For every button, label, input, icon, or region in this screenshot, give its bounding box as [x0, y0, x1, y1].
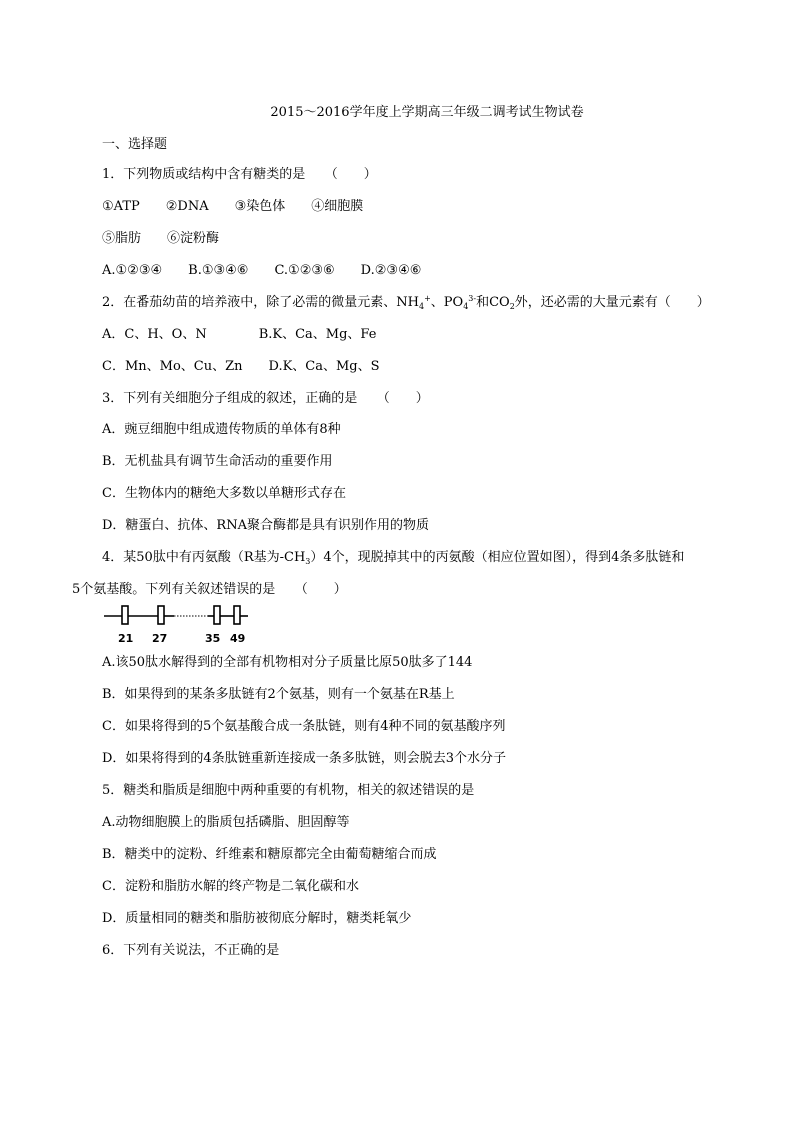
- q2-stem-part-a: 2．在番茄幼苗的培养液中，除了必需的微量元素、NH: [102, 295, 419, 310]
- q1-items-line2: ⑤脂肪 ⑥淀粉酶: [102, 231, 220, 246]
- q2-nh-superscript: +: [424, 294, 431, 303]
- position-label-21: 21: [118, 632, 134, 645]
- q2-po-superscript: 3-: [468, 294, 477, 303]
- alanine-box-35: [214, 606, 220, 624]
- section-heading: 一、选择题: [102, 137, 168, 152]
- alanine-box-27: [158, 606, 164, 624]
- q4-stem-line2: 5个氨基酸。下列有关叙述错误的是 （ ）: [72, 582, 347, 597]
- q5-option-d: D．质量相同的糖类和脂肪被彻底分解时，糖类耗氧少: [102, 911, 412, 926]
- q2-options-cd: C．Mn、Mo、Cu、Zn D.K、Ca、Mg、S: [102, 359, 380, 374]
- q2-po-subscript: 4: [463, 302, 469, 311]
- q2-stem-part-d: 外，还必需的大量元素有（ ）: [514, 295, 710, 310]
- q2-nh-subscript: 4: [418, 302, 425, 311]
- q5-option-c: C．淀粉和脂肪水解的终产物是二氧化碳和水: [102, 879, 359, 894]
- q4-stem-part-b: ）4个，现脱掉其中的丙氨酸（相应位置如图），得到4条多肽链和: [310, 550, 685, 565]
- q4-option-b: B．如果得到的某条多肽链有2个氨基，则有一个氨基在R基上: [102, 687, 455, 702]
- q2-stem-part-c: 和CO: [476, 295, 510, 310]
- alanine-box-49: [234, 606, 240, 624]
- q5-stem: 5．糖类和脂质是细胞中两种重要的有机物，相关的叙述错误的是: [102, 783, 475, 798]
- exam-title: 2015～2016学年度上学期高三年级二调考试生物试卷: [270, 105, 584, 120]
- alanine-box-21: [122, 606, 128, 624]
- q1-items-line1: ①ATP ②DNA ③染色体 ④细胞膜: [102, 199, 364, 214]
- position-label-49: 49: [230, 632, 246, 645]
- q4-stem-line1: [102, 549, 684, 568]
- q2-options-ab: A．C、H、O、N B.K、Ca、Mg、Fe: [102, 327, 377, 342]
- q3-stem: 3．下列有关细胞分子组成的叙述，正确的是 （ ）: [102, 391, 429, 406]
- q5-option-a: A.动物细胞膜上的脂质包括磷脂、胆固醇等: [102, 815, 350, 830]
- q4-stem-part-a: 4．某50肽中有丙氨酸（R基为-CH: [102, 550, 306, 565]
- q4-option-a: A.该50肽水解得到的全部有机物相对分子质量比原50肽多了144: [102, 655, 473, 670]
- q4-ch-subscript: 3: [305, 557, 311, 566]
- q3-option-b: B．无机盐具有调节生命活动的重要作用: [102, 454, 333, 469]
- q4-option-c: C．如果将得到的5个氨基酸合成一条肽链，则有4种不同的氨基酸序列: [102, 719, 506, 734]
- q3-option-c: C．生物体内的糖绝大多数以单糖形式存在: [102, 486, 346, 501]
- q4-option-d: D．如果将得到的4条肽链重新连接成一条多肽链，则会脱去3个水分子: [102, 751, 506, 766]
- q5-option-b: B．糖类中的淀粉、纤维素和糖原都完全由葡萄糖缩合而成: [102, 847, 437, 862]
- q1-options: A.①②③④ B.①③④⑥ C.①②③⑥ D.②③④⑥: [102, 263, 422, 278]
- position-label-35: 35: [205, 632, 221, 645]
- q6-stem: 6．下列有关说法，不正确的是: [102, 943, 280, 958]
- position-label-27: 27: [152, 632, 168, 645]
- q3-option-a: A．豌豆细胞中组成遗传物质的单体有8种: [102, 422, 341, 437]
- q3-option-d: D．糖蛋白、抗体、RNA聚合酶都是具有识别作用的物质: [102, 518, 429, 533]
- q2-stem: [102, 294, 710, 313]
- q1-stem: 1．下列物质或结构中含有糖类的是 （ ）: [102, 167, 377, 182]
- peptide-chain-diagram: [102, 602, 262, 648]
- q2-stem-part-b: 、PO: [430, 295, 464, 310]
- q2-co-subscript: 2: [509, 302, 515, 311]
